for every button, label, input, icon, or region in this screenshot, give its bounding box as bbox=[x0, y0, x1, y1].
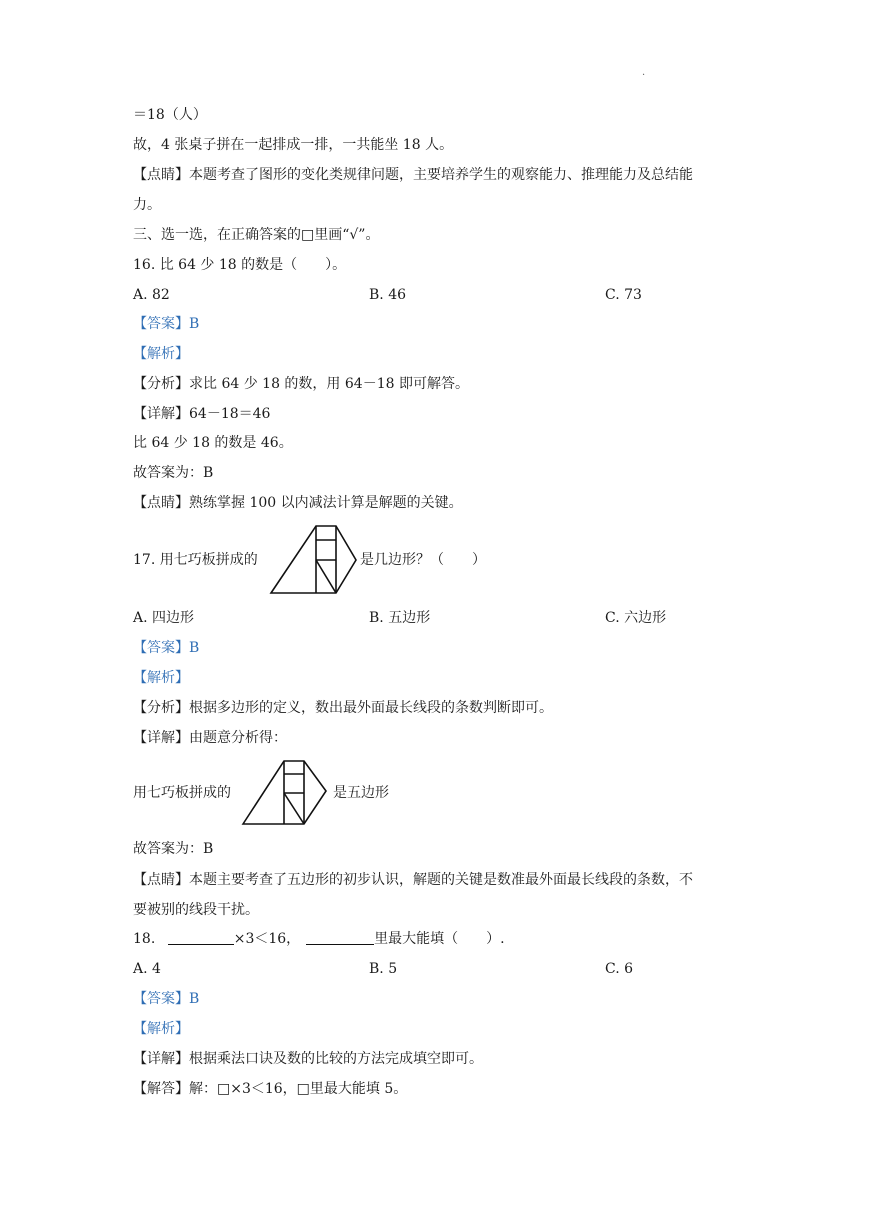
q18-option-a: A. 4 bbox=[133, 961, 161, 977]
q18-solution: 【解答】解：□×3＜16，□里最大能填 5。 bbox=[133, 1081, 408, 1097]
calc-result: ＝18（人） bbox=[133, 107, 207, 123]
q18-detail: 【详解】根据乘法口诀及数的比较的方法完成填空即可。 bbox=[133, 1051, 483, 1067]
q18-blank-1 bbox=[168, 932, 234, 945]
q16-detail: 【详解】64－18＝46 bbox=[133, 406, 271, 422]
q18-question bbox=[133, 930, 505, 948]
q16-analysis-heading: 【解析】 bbox=[133, 346, 189, 362]
q17-question-prefix: 17. 用七巧板拼成的 bbox=[133, 552, 258, 568]
q17-question-suffix: 是几边形？（ ） bbox=[360, 552, 486, 568]
q17-explain-suffix: 是五边形 bbox=[333, 785, 389, 801]
q17-insight-2: 要被别的线段干扰。 bbox=[133, 902, 259, 918]
q16-answer: 【答案】B bbox=[133, 316, 200, 332]
q18-blank-2 bbox=[306, 932, 374, 945]
q17-analysis-heading: 【解析】 bbox=[133, 670, 189, 686]
insight-line-2: 力。 bbox=[133, 197, 161, 213]
q17-option-c: C. 六边形 bbox=[605, 610, 667, 626]
q18-suffix: 里最大能填（ ）. bbox=[374, 931, 505, 947]
tangram-outline bbox=[271, 526, 356, 593]
q17-option-a: A. 四边形 bbox=[133, 610, 195, 626]
q16-option-a: A. 82 bbox=[133, 287, 170, 303]
header-mark: · bbox=[642, 70, 646, 81]
q17-answer: 【答案】B bbox=[133, 640, 200, 656]
q18-number: 18. bbox=[133, 931, 156, 947]
q16-line-1: 比 64 少 18 的数是 46。 bbox=[133, 435, 293, 451]
q17-line-1: 故答案为：B bbox=[133, 841, 214, 857]
conclusion-line: 故，4 张桌子拼在一起排成一排，一共能坐 18 人。 bbox=[133, 137, 454, 153]
tangram-line bbox=[316, 560, 336, 593]
q16-insight: 【点睛】熟练掌握 100 以内减法计算是解题的关键。 bbox=[133, 495, 463, 511]
q18-middle: ×3＜16， bbox=[233, 931, 301, 947]
q17-analysis: 【分析】根据多边形的定义，数出最外面最长线段的条数判断即可。 bbox=[133, 700, 553, 716]
section-heading: 三、选一选，在正确答案的□里画“√”。 bbox=[133, 227, 380, 243]
q16-option-b: B. 46 bbox=[369, 287, 407, 303]
q16-line-2: 故答案为：B bbox=[133, 465, 214, 481]
q18-option-c: C. 6 bbox=[605, 961, 634, 977]
q17-detail: 【详解】由题意分析得： bbox=[133, 730, 287, 746]
q17-insight-1: 【点睛】本题主要考查了五边形的初步认识，解题的关键是数准最外面最长线段的条数，不 bbox=[133, 872, 693, 888]
tangram-pentagon-figure-2 bbox=[240, 759, 330, 827]
q16-analysis: 【分析】求比 64 少 18 的数，用 64－18 即可解答。 bbox=[133, 376, 469, 392]
tangram-pentagon-figure bbox=[268, 524, 358, 596]
q16-question: 16. 比 64 少 18 的数是（ ）。 bbox=[133, 257, 347, 273]
tangram-line bbox=[284, 793, 304, 824]
q18-option-b: B. 5 bbox=[369, 961, 398, 977]
q16-option-c: C. 73 bbox=[605, 287, 642, 303]
q18-analysis-heading: 【解析】 bbox=[133, 1021, 189, 1037]
q18-answer: 【答案】B bbox=[133, 991, 200, 1007]
q17-option-b: B. 五边形 bbox=[369, 610, 431, 626]
q17-explain-prefix: 用七巧板拼成的 bbox=[133, 785, 231, 801]
insight-line-1: 【点睛】本题考查了图形的变化类规律问题，主要培养学生的观察能力、推理能力及总结能 bbox=[133, 167, 693, 183]
